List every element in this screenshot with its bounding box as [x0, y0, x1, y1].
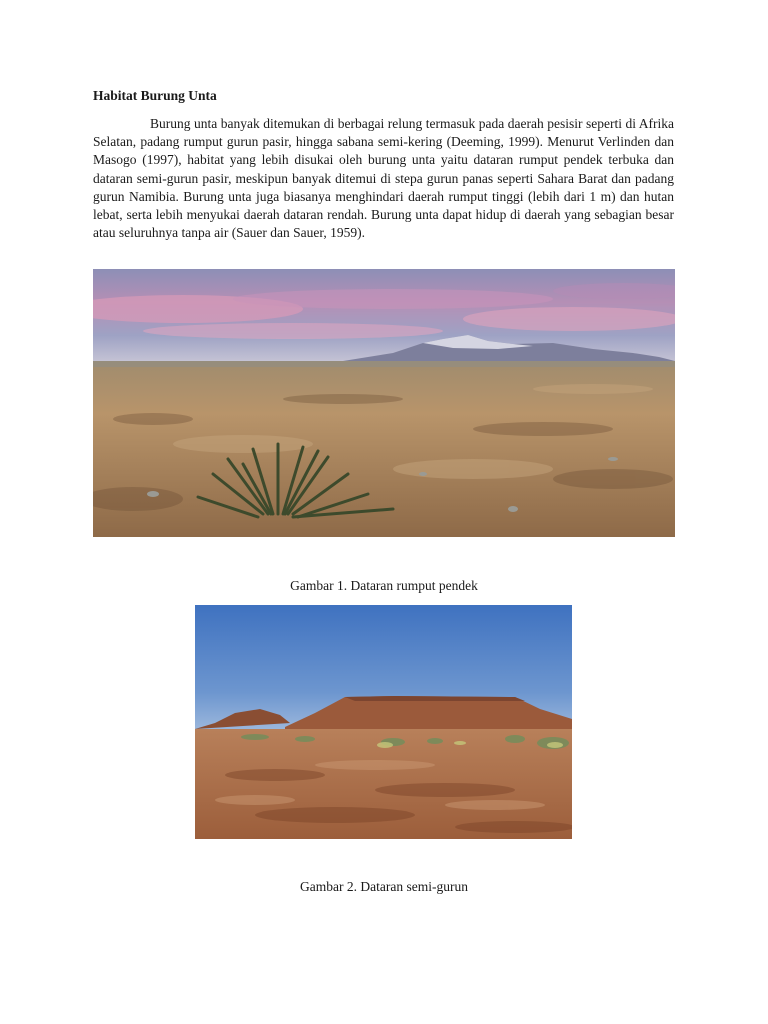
body-paragraph: Burung unta banyak ditemukan di berbagai relung termasuk pada daerah pesisir seperti di Afrika Selatan, padang rumput gurun pasir, hingga sabana semi-kering (Deeming, 1999). Menurut Verlinden dan Masogo (1997), habitat yang lebih disukai oleh burung unta yaitu dataran rumput pendek terbuka dan dataran semi-gurun pasir, meskipun banyak ditemui di stepa gurun panas seperti Sahara Barat dan padang gurun Namibia. Burung unta juga biasanya menghindari daerah rumput tinggi (lebih dari 1 m) dan hutan lebat, serta lebih menyukai daerah dataran rendah. Burung unta dapat hidup di daerah yang sebagian besar atau seluruhnya tanpa air (Sauer dan Sauer, 1959). [93, 116, 674, 241]
figure-caption-1: Gambar 1. Dataran rumput pendek [290, 578, 478, 593]
figure-caption-2: Gambar 2. Dataran semi-gurun [300, 879, 468, 894]
semi-desert-photo [195, 605, 572, 839]
section-heading: Habitat Burung Unta [93, 88, 217, 103]
grassland-photo [93, 269, 675, 537]
